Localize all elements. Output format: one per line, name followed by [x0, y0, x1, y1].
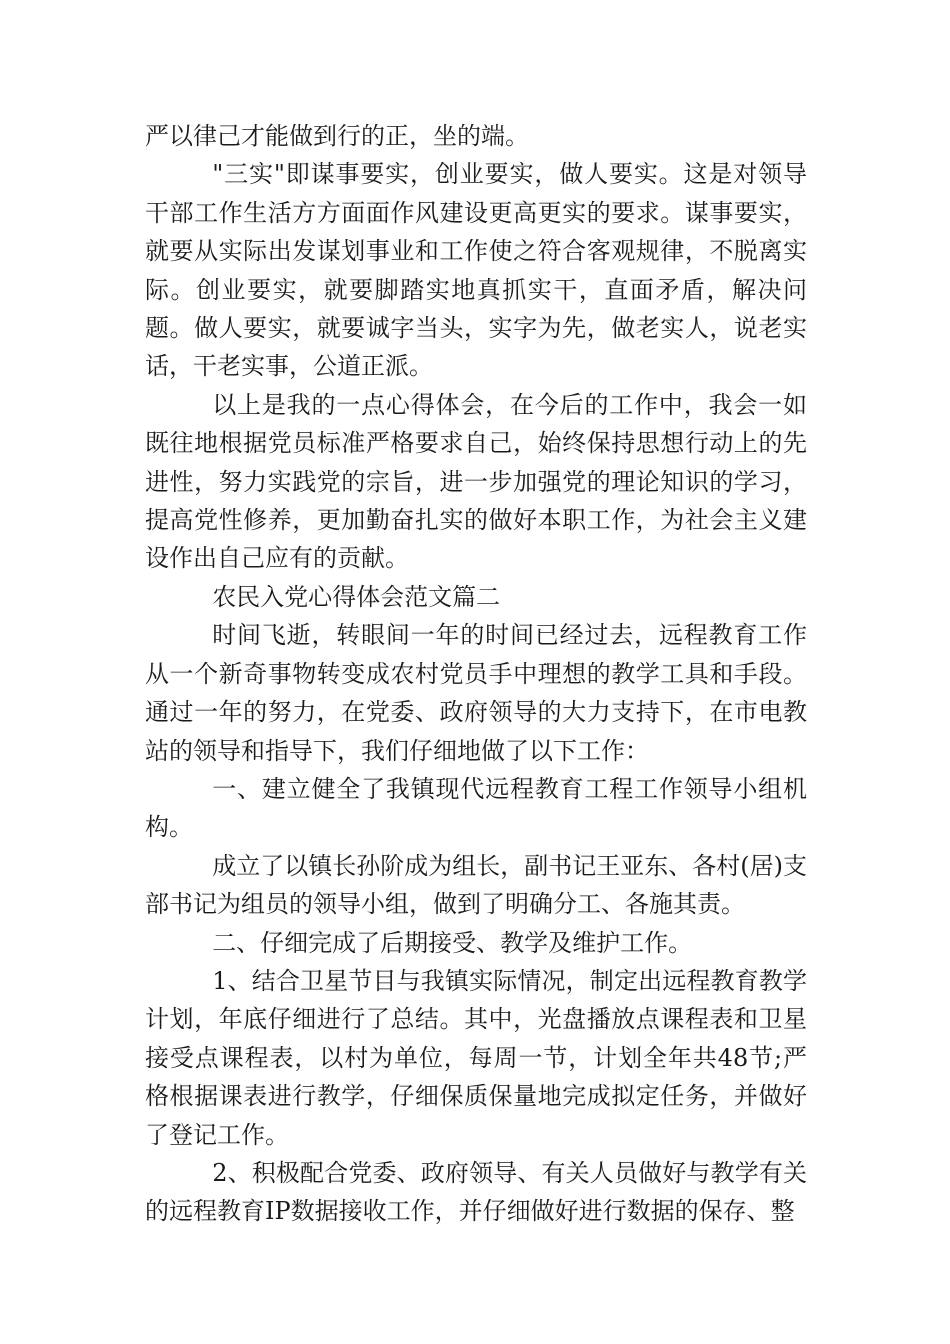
paragraph-continuation: 严以律己才能做到行的正，坐的端。 — [145, 122, 529, 150]
paragraph-leadership-group: 成立了以镇长孙阶成为组长，副书记王亚东、各村(居)支部书记为组员的领导小组，做到了明确分工、各施其责。 — [145, 851, 807, 919]
paragraph-intro: 时间飞逝，转眼间一年的时间已经过去，远程教育工作从一个新奇事物转变成农村党员手中理想的教学工具和手段。通过一年的努力，在党委、政府领导的大力支持下，在市电教站的领导和指导下，我们仔细地做了以下工作： — [145, 621, 807, 765]
paragraph-point-two-heading: 二、仔细完成了后期接受、教学及维护工作。 — [212, 928, 693, 957]
paragraph-item-two: 2、积极配合党委、政府领导、有关人员做好与教学有关的远程教育IP数据接收工作，并仔细做好进行数据的保存、整 — [145, 1158, 807, 1226]
section-heading: 农民入党心得体会范文篇二 — [212, 582, 501, 611]
paragraph-item-one: 1、结合卫星节目与我镇实际情况，制定出远程教育教学计划，年底仔细进行了总结。其中，光盘播放点课程表和卫星接受点课程表，以村为单位，每周一节，计划全年共48节;严格根据课表进行教学，仔细保质保量地完成拟定任务，并做好了登记工作。 — [145, 966, 807, 1149]
paragraph-conclusion: 以上是我的一点心得体会，在今后的工作中，我会一如既往地根据党员标准严格要求自己，始终保持思想行动上的先进性，努力实践党的宗旨，进一步加强党的理论知识的学习，提高党性修养，更加勤奋扎实的做好本职工作，为社会主义建设作出自己应有的贡献。 — [145, 390, 807, 573]
document-body — [145, 117, 807, 1231]
paragraph-three-practical: "三实"即谋事要实，创业要实，做人要实。这是对领导干部工作生活方方面面作风建设更高更实的要求。谋事要实，就要从实际出发谋划事业和工作使之符合客观规律，不脱离实际。创业要实，就要脚踏实地真抓实干，直面矛盾，解决问题。做人要实，就要诚字当头，实字为先，做老实人，说老实话，干老实事，公道正派。 — [145, 160, 807, 381]
paragraph-point-one-heading: 一、建立健全了我镇现代远程教育工程工作领导小组机构。 — [145, 774, 807, 842]
